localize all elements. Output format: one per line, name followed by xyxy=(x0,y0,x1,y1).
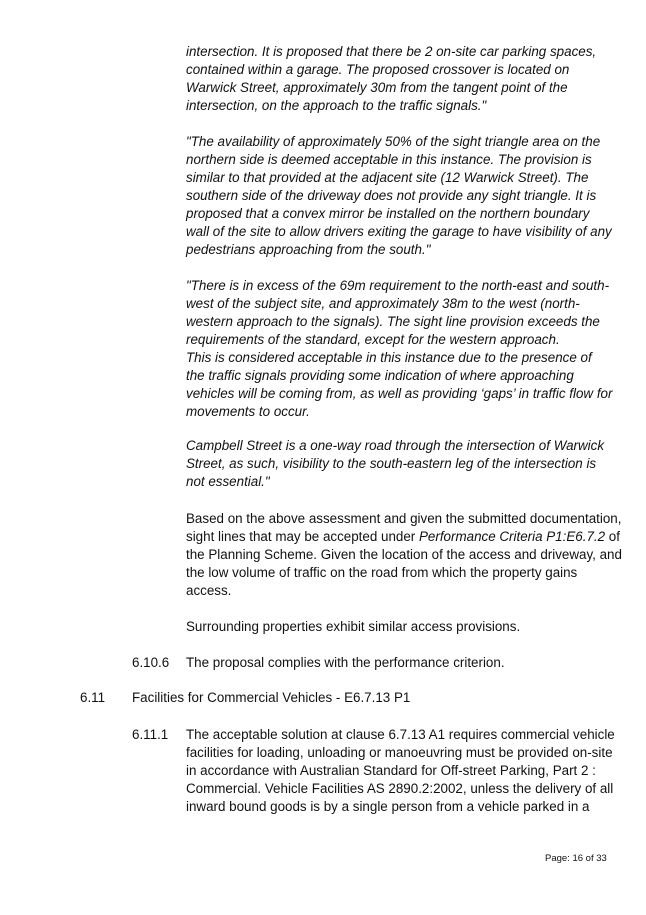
section-heading: Facilities for Commercial Vehicles - E6.7.13 P1 xyxy=(132,690,411,705)
text-line: "There is in excess of the 69m requirement to the north-east and south- xyxy=(186,278,610,293)
surrounding-paragraph xyxy=(186,618,606,636)
quote-paragraph-1 xyxy=(186,43,606,115)
text-line: contained within a garage. The proposed crossover is located on xyxy=(186,62,570,77)
text-line xyxy=(186,528,620,546)
text-line: vehicles will be coming from, as well as providing ‘gaps’ in traffic flow for xyxy=(186,386,613,401)
text-line: intersection. It is proposed that there be 2 on-site car parking spaces, xyxy=(186,44,597,59)
assessment-paragraph xyxy=(186,510,622,600)
text-line: Commercial. Vehicle Facilities AS 2890.2:2002, unless the delivery of all xyxy=(186,781,614,796)
text-line: Campbell Street is a one-way road through the intersection of Warwick xyxy=(186,438,605,453)
item-number-6-11-1: 6.11.1 xyxy=(132,727,169,742)
text-line: access. xyxy=(186,583,232,598)
item-number-6-10-6: 6.10.6 xyxy=(132,655,170,670)
text-line: the low volume of traffic on the road from which the property gains xyxy=(186,565,578,580)
text-line: The acceptable solution at clause 6.7.13 A1 requires commercial vehicle xyxy=(186,727,615,742)
page-number: Page: 16 of 33 xyxy=(545,853,607,864)
text-line: Based on the above assessment and given the submitted documentation, xyxy=(186,511,622,526)
quote-paragraph-4 xyxy=(186,437,606,491)
text-line: intersection, on the approach to the traffic signals." xyxy=(186,98,487,113)
text-line: western approach to the signals). The sight line provision exceeds the xyxy=(186,314,600,329)
text-line: pedestrians approaching from the south." xyxy=(186,242,431,257)
text-line: the Planning Scheme. Given the location of the access and driveway, and xyxy=(186,547,622,562)
text-line: facilities for loading, unloading or manoeuvring must be provided on-site xyxy=(186,745,613,760)
text-segment: of xyxy=(605,529,620,544)
text-segment: sight lines that may be accepted under xyxy=(186,529,419,544)
text-line: similar to that provided at the adjacent site (12 Warwick Street). The xyxy=(186,170,589,185)
quote-paragraph-3 xyxy=(186,277,613,421)
text-line: in accordance with Australian Standard for Off-street Parking, Part 2 : xyxy=(186,763,596,778)
text-line: west of the subject site, and approximately 38m to the west (north- xyxy=(186,296,580,311)
performance-criteria-reference: Performance Criteria P1:E6.7.2 xyxy=(419,529,606,544)
text-line: Surrounding properties exhibit similar access provisions. xyxy=(186,619,521,634)
text-line: Warwick Street, approximately 30m from the tangent point of the xyxy=(186,80,568,95)
text-line: The proposal complies with the performance criterion. xyxy=(186,655,505,670)
text-line: not essential." xyxy=(186,474,270,489)
text-line: southern side of the driveway does not provide any sight triangle. It is xyxy=(186,188,597,203)
text-line: "The availability of approximately 50% of the sight triangle area on the xyxy=(186,134,601,149)
text-line: movements to occur. xyxy=(186,404,310,419)
text-line: Street, as such, visibility to the south-eastern leg of the intersection is xyxy=(186,456,597,471)
text-line: proposed that a convex mirror be installed on the northern boundary xyxy=(186,206,590,221)
item-6-10-6-text xyxy=(186,654,606,672)
text-line: inward bound goods is by a single person from a vehicle parked in a xyxy=(186,799,590,814)
text-line: wall of the site to allow drivers exiting the garage to have visibility of any xyxy=(186,224,612,239)
text-line: the traffic signals providing some indication of where approaching xyxy=(186,368,574,383)
quote-paragraph-2 xyxy=(186,133,612,259)
section-number-6-11: 6.11 xyxy=(80,690,106,705)
text-line: northern side is deemed acceptable in this instance. The provision is xyxy=(186,152,592,167)
text-line: requirements of the standard, except for the western approach. xyxy=(186,332,560,347)
item-6-11-1-text xyxy=(186,726,615,816)
text-line: This is considered acceptable in this instance due to the presence of xyxy=(186,350,592,365)
